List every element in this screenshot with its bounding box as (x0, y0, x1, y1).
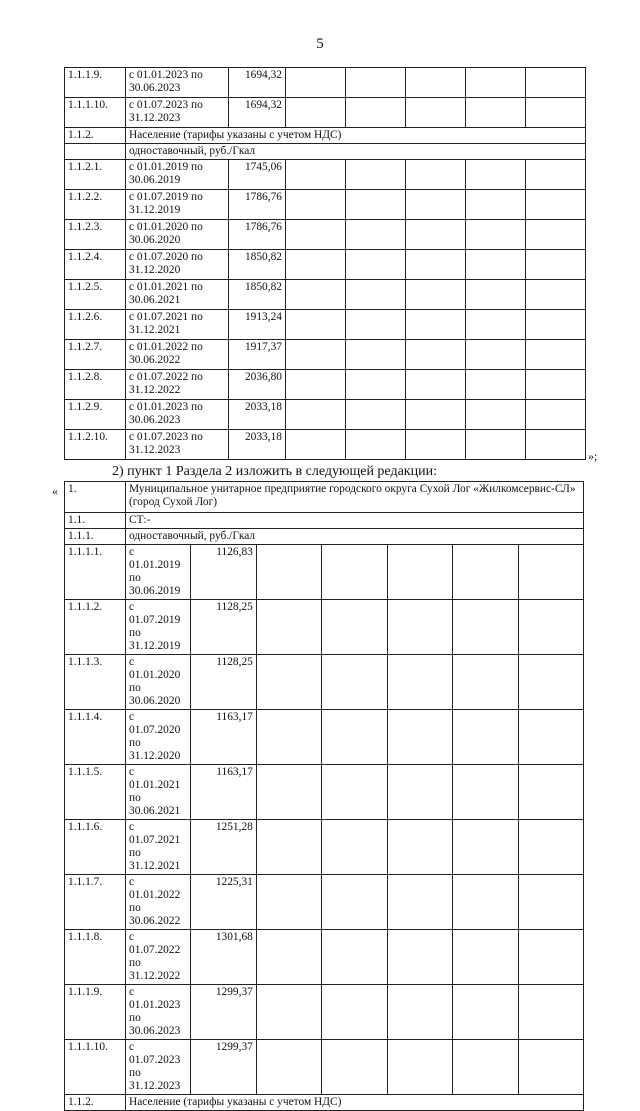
period-cell: с 01.07.2019 по 31.12.2019 (126, 600, 191, 655)
empty-cell (518, 875, 583, 930)
empty-cell (406, 160, 466, 190)
ct-label: СТ:- (126, 513, 584, 529)
period-cell: с 01.07.2022 по 31.12.2022 (126, 370, 229, 400)
table-row (65, 98, 586, 128)
empty-cell (346, 430, 406, 460)
row-number: 1. (65, 482, 126, 513)
empty-cell (453, 765, 518, 820)
empty-cell (526, 220, 586, 250)
table-row (65, 985, 584, 1040)
empty-cell (346, 310, 406, 340)
row-number: 1.1.1.10. (65, 1040, 126, 1095)
period-cell: с 01.07.2023 по 31.12.2023 (126, 98, 229, 128)
row-number: 1.1.2.8. (65, 370, 126, 400)
empty-cell (518, 820, 583, 875)
period-cell: с 01.01.2019 по 30.06.2019 (126, 160, 229, 190)
empty-cell (256, 875, 321, 930)
table-row (65, 400, 586, 430)
tariff-value: 2033,18 (229, 430, 286, 460)
empty-cell (387, 655, 452, 710)
row-number-empty (65, 144, 126, 160)
empty-cell (346, 280, 406, 310)
table-row (65, 930, 584, 985)
empty-cell (466, 220, 526, 250)
empty-cell (453, 600, 518, 655)
row-number: 1.1.1.9. (65, 985, 126, 1040)
closing-quote: »; (588, 449, 598, 463)
empty-cell (322, 765, 387, 820)
empty-cell (466, 400, 526, 430)
period-cell: с 01.07.2021 по 31.12.2021 (126, 310, 229, 340)
row-number: 1.1.2.6. (65, 310, 126, 340)
tariff-table-continued (64, 67, 586, 460)
empty-cell (346, 190, 406, 220)
tariff-value: 1128,25 (191, 655, 256, 710)
table-row (65, 430, 586, 460)
empty-cell (518, 765, 583, 820)
table-row-subsection (65, 529, 584, 545)
tariff-table-new (64, 481, 584, 1111)
row-number: 1.1.2.1. (65, 160, 126, 190)
empty-cell (346, 400, 406, 430)
period-cell: с 01.01.2019 по 30.06.2019 (126, 545, 191, 600)
row-number: 1.1.1.3. (65, 655, 126, 710)
empty-cell (526, 190, 586, 220)
row-number: 1.1.2.7. (65, 340, 126, 370)
empty-cell (406, 280, 466, 310)
row-number: 1.1.1.6. (65, 820, 126, 875)
empty-cell (322, 820, 387, 875)
empty-cell (346, 250, 406, 280)
tariff-value: 1299,37 (191, 985, 256, 1040)
empty-cell (526, 68, 586, 98)
empty-cell (387, 820, 452, 875)
empty-cell (322, 930, 387, 985)
period-cell: с 01.07.2019 по 31.12.2019 (126, 190, 229, 220)
tariff-value: 1694,32 (229, 98, 286, 128)
table-row (65, 280, 586, 310)
tariff-value: 1301,68 (191, 930, 256, 985)
empty-cell (466, 370, 526, 400)
empty-cell (286, 400, 346, 430)
empty-cell (387, 1040, 452, 1095)
tariff-value: 1745,06 (229, 160, 286, 190)
empty-cell (322, 1040, 387, 1095)
table-row-section (65, 128, 586, 144)
table-row (65, 370, 586, 400)
empty-cell (406, 220, 466, 250)
empty-cell (466, 98, 526, 128)
empty-cell (466, 250, 526, 280)
empty-cell (322, 600, 387, 655)
section-label: Население (тарифы указаны с учетом НДС) (126, 128, 586, 144)
tariff-value: 1251,28 (191, 820, 256, 875)
subsection-label: одноставочный, руб./Гкал (126, 144, 586, 160)
empty-cell (406, 370, 466, 400)
period-cell: с 01.01.2020 по 30.06.2020 (126, 655, 191, 710)
tariff-value: 1163,17 (191, 765, 256, 820)
empty-cell (466, 430, 526, 460)
empty-cell (256, 820, 321, 875)
empty-cell (387, 985, 452, 1040)
empty-cell (518, 1040, 583, 1095)
empty-cell (256, 765, 321, 820)
empty-cell (406, 98, 466, 128)
period-cell: с 01.01.2021 по 30.06.2021 (126, 765, 191, 820)
empty-cell (387, 710, 452, 765)
empty-cell (453, 655, 518, 710)
table-row (65, 340, 586, 370)
row-number: 1.1.2.10. (65, 430, 126, 460)
empty-cell (466, 190, 526, 220)
table-row (65, 160, 586, 190)
period-cell: с 01.01.2022 по 30.06.2022 (126, 875, 191, 930)
tariff-value: 1126,83 (191, 545, 256, 600)
empty-cell (346, 340, 406, 370)
tariff-value: 1913,24 (229, 310, 286, 340)
tariff-value: 1786,76 (229, 220, 286, 250)
period-cell: с 01.01.2021 по 30.06.2021 (126, 280, 229, 310)
empty-cell (453, 710, 518, 765)
empty-cell (466, 340, 526, 370)
empty-cell (286, 220, 346, 250)
empty-cell (453, 820, 518, 875)
empty-cell (256, 985, 321, 1040)
row-number: 1.1. (65, 513, 126, 529)
table-row (65, 190, 586, 220)
table-row (65, 310, 586, 340)
table-row (65, 68, 586, 98)
table-row (65, 545, 584, 600)
table-row-ct (65, 513, 584, 529)
empty-cell (466, 280, 526, 310)
table-row (65, 710, 584, 765)
table-row-section (65, 1095, 584, 1111)
empty-cell (526, 160, 586, 190)
empty-cell (286, 250, 346, 280)
empty-cell (387, 930, 452, 985)
row-number: 1.1.1.10. (65, 98, 126, 128)
empty-cell (526, 430, 586, 460)
row-number: 1.1.2.9. (65, 400, 126, 430)
empty-cell (526, 400, 586, 430)
empty-cell (518, 600, 583, 655)
empty-cell (453, 545, 518, 600)
table-row (65, 875, 584, 930)
empty-cell (256, 600, 321, 655)
opening-quote: « (52, 484, 58, 498)
period-cell: с 01.07.2022 по 31.12.2022 (126, 930, 191, 985)
empty-cell (346, 370, 406, 400)
empty-cell (346, 220, 406, 250)
empty-cell (256, 1040, 321, 1095)
empty-cell (453, 985, 518, 1040)
row-number: 1.1.1.8. (65, 930, 126, 985)
subsection-label: одноставочный, руб./Гкал (126, 529, 584, 545)
empty-cell (518, 930, 583, 985)
empty-cell (466, 310, 526, 340)
empty-cell (526, 340, 586, 370)
empty-cell (256, 655, 321, 710)
empty-cell (526, 370, 586, 400)
empty-cell (346, 160, 406, 190)
period-cell: с 01.07.2021 по 31.12.2021 (126, 820, 191, 875)
row-number: 1.1.2. (65, 128, 126, 144)
empty-cell (453, 1040, 518, 1095)
amendment-instruction: 2) пункт 1 Раздела 2 изложить в следующей редакции: (112, 464, 437, 479)
table-row (65, 600, 584, 655)
empty-cell (387, 875, 452, 930)
row-number: 1.1.1.4. (65, 710, 126, 765)
empty-cell (286, 190, 346, 220)
empty-cell (406, 340, 466, 370)
period-cell: с 01.07.2020 по 31.12.2020 (126, 250, 229, 280)
table-row (65, 765, 584, 820)
period-cell: с 01.01.2023 по 30.06.2023 (126, 400, 229, 430)
table-row (65, 655, 584, 710)
row-number: 1.1.1.2. (65, 600, 126, 655)
empty-cell (526, 98, 586, 128)
empty-cell (526, 280, 586, 310)
empty-cell (406, 430, 466, 460)
tariff-value: 1850,82 (229, 250, 286, 280)
row-number: 1.1.2.4. (65, 250, 126, 280)
empty-cell (322, 655, 387, 710)
page-number: 5 (316, 36, 324, 52)
organization-name: Муниципальное унитарное предприятие городского округа Сухой Лог «Жилкомсервис-СЛ» (город Сухой Лог) (126, 482, 584, 513)
tariff-value: 1128,25 (191, 600, 256, 655)
table-row-subsection (65, 144, 586, 160)
tariff-value: 2036,80 (229, 370, 286, 400)
row-number: 1.1.1.7. (65, 875, 126, 930)
empty-cell (406, 250, 466, 280)
empty-cell (286, 370, 346, 400)
row-number: 1.1.2.5. (65, 280, 126, 310)
empty-cell (406, 310, 466, 340)
empty-cell (286, 98, 346, 128)
empty-cell (518, 655, 583, 710)
period-cell: с 01.07.2023 по 31.12.2023 (126, 1040, 191, 1095)
empty-cell (256, 710, 321, 765)
empty-cell (466, 68, 526, 98)
empty-cell (322, 545, 387, 600)
tariff-value: 1299,37 (191, 1040, 256, 1095)
row-number: 1.1.1.9. (65, 68, 126, 98)
empty-cell (286, 160, 346, 190)
table-row (65, 250, 586, 280)
empty-cell (526, 250, 586, 280)
empty-cell (518, 985, 583, 1040)
row-number: 1.1.2.2. (65, 190, 126, 220)
period-cell: с 01.01.2022 по 30.06.2022 (126, 340, 229, 370)
empty-cell (256, 545, 321, 600)
empty-cell (256, 930, 321, 985)
tariff-value: 1917,37 (229, 340, 286, 370)
empty-cell (286, 280, 346, 310)
empty-cell (286, 68, 346, 98)
empty-cell (406, 400, 466, 430)
table-row-organization (65, 482, 584, 513)
empty-cell (526, 310, 586, 340)
tariff-value: 1850,82 (229, 280, 286, 310)
empty-cell (387, 765, 452, 820)
empty-cell (406, 190, 466, 220)
row-number: 1.1.2. (65, 1095, 126, 1111)
table-row (65, 1040, 584, 1095)
table-row (65, 220, 586, 250)
section-label: Население (тарифы указаны с учетом НДС) (126, 1095, 584, 1111)
table-row (65, 820, 584, 875)
empty-cell (322, 875, 387, 930)
empty-cell (453, 930, 518, 985)
tariff-value: 1163,17 (191, 710, 256, 765)
empty-cell (406, 68, 466, 98)
empty-cell (466, 160, 526, 190)
row-number: 1.1.1. (65, 529, 126, 545)
row-number: 1.1.2.3. (65, 220, 126, 250)
period-cell: с 01.01.2023 по 30.06.2023 (126, 68, 229, 98)
empty-cell (518, 710, 583, 765)
empty-cell (346, 98, 406, 128)
empty-cell (286, 310, 346, 340)
tariff-value: 1786,76 (229, 190, 286, 220)
row-number: 1.1.1.5. (65, 765, 126, 820)
empty-cell (387, 545, 452, 600)
empty-cell (322, 710, 387, 765)
empty-cell (518, 545, 583, 600)
tariff-value: 2033,18 (229, 400, 286, 430)
tariff-value: 1225,31 (191, 875, 256, 930)
tariff-value: 1694,32 (229, 68, 286, 98)
empty-cell (453, 875, 518, 930)
empty-cell (286, 430, 346, 460)
empty-cell (286, 340, 346, 370)
empty-cell (322, 985, 387, 1040)
period-cell: с 01.01.2020 по 30.06.2020 (126, 220, 229, 250)
period-cell: с 01.07.2020 по 31.12.2020 (126, 710, 191, 765)
row-number: 1.1.1.1. (65, 545, 126, 600)
period-cell: с 01.07.2023 по 31.12.2023 (126, 430, 229, 460)
period-cell: с 01.01.2023 по 30.06.2023 (126, 985, 191, 1040)
empty-cell (387, 600, 452, 655)
empty-cell (346, 68, 406, 98)
